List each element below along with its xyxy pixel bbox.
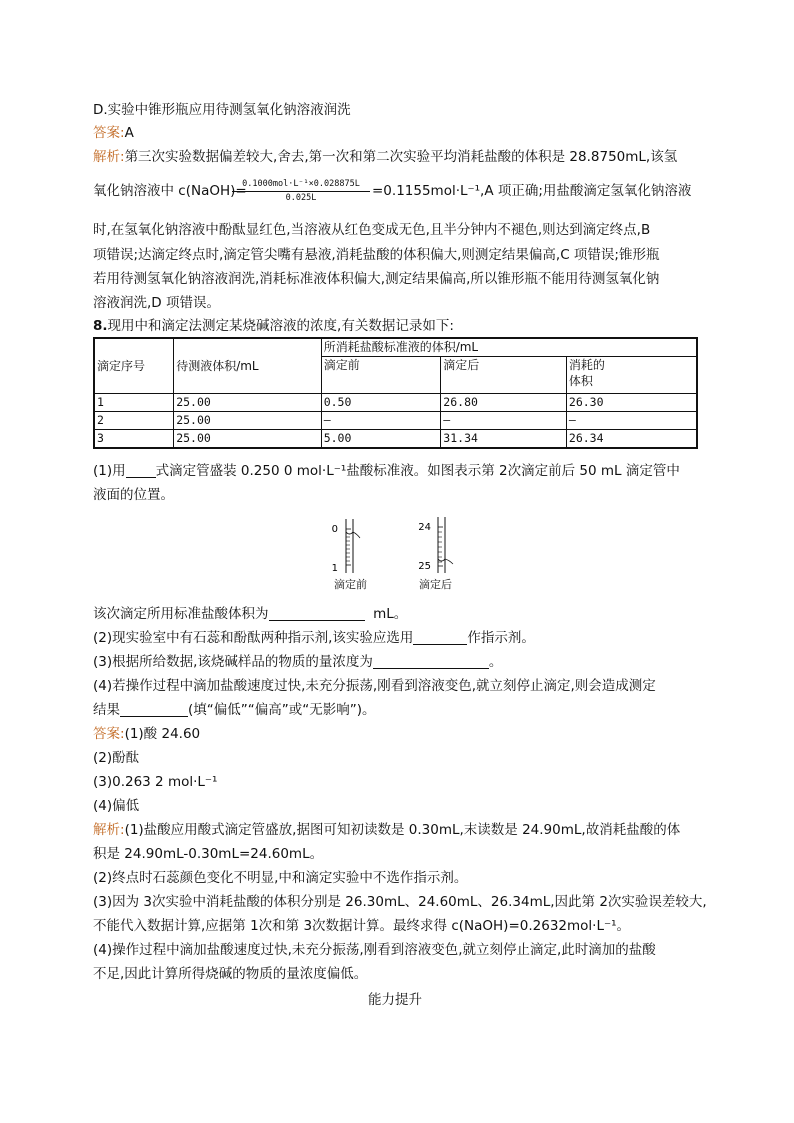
q8-sub3: (3)根据所给数据,该烧碱样品的物质的量浓度为 。 <box>93 654 503 670</box>
q7-option-d: D.实验中锥形瓶应用待测氢氧化钠溶液润洗 <box>93 102 351 118</box>
answer-blank[interactable] <box>373 654 489 669</box>
header-group: 所消耗盐酸标准液的体积/mL <box>321 338 697 357</box>
header-consumed: 消耗的 体积 <box>566 357 697 394</box>
q8-number: 8. <box>93 318 108 334</box>
header-seq: 滴定序号 <box>94 338 174 394</box>
section-heading: 能力提升 <box>368 992 422 1008</box>
header-sample: 待测液体积/mL <box>174 338 322 394</box>
fraction-numerator: 0.1000mol·L⁻¹×0.028875L <box>232 179 370 192</box>
q7-analysis-line2-suffix: =0.1155mol·L⁻¹,A 项正确;用盐酸滴定氢氧化钠溶液 <box>372 183 692 199</box>
q8-answer-3: (3)0.263 2 mol·L⁻¹ <box>93 774 218 790</box>
q8-sub2: (2)现实验室中有石蕊和酚酞两种指示剂,该实验应选用 作指示剂。 <box>93 630 535 646</box>
tick-1: 1 <box>331 563 338 574</box>
header-after: 滴定后 <box>441 357 567 394</box>
tick-0: 0 <box>331 524 338 535</box>
q8-answer-4: (4)偏低 <box>93 798 140 814</box>
q8-sub1-line3: 该次滴定所用标准盐酸体积为 mL。 <box>93 606 408 622</box>
titration-table <box>93 337 698 449</box>
answer-blank[interactable] <box>126 463 156 478</box>
table-row: 1 25.00 0.50 26.80 26.30 <box>94 394 697 412</box>
answer-blank[interactable] <box>413 630 467 645</box>
answer-blank[interactable] <box>269 606 365 621</box>
q8-answer-2: (2)酚酞 <box>93 750 140 766</box>
burette-after <box>438 517 453 573</box>
q8-analysis-3a: (3)因为 3次实验中消耗盐酸的体积分别是 26.30mL、24.60mL、26.34mL,因此第 2次实验误差较大, <box>93 894 707 910</box>
q7-analysis-line6: 溶液润洗,D 项错误。 <box>93 295 220 311</box>
q8-sub4-line1: (4)若操作过程中滴加盐酸速度过快,未充分振荡,刚看到溶液变色,就立刻停止滴定,则会造成测定 <box>93 678 656 694</box>
q7-answer <box>93 124 134 142</box>
burette-before <box>346 519 360 573</box>
q7-analysis-line2-prefix: 氧化钠溶液中 c(NaOH)= <box>93 183 247 199</box>
q7-analysis-line3: 时,在氢氧化钠溶液中酚酞显红色,当溶液从红色变成无色,且半分钟内不褪色,则达到滴定终点,B <box>93 222 651 238</box>
tick-25: 25 <box>418 561 431 572</box>
q8-answer-label: 答案: <box>93 726 125 742</box>
q8-analysis-4a: (4)操作过程中滴加盐酸速度过快,未充分振荡,刚看到溶液变色,就立刻停止滴定,此时滴加的盐酸 <box>93 942 656 958</box>
q7-analysis-line1: 解析:第三次实验数据偏差较大,舍去,第一次和第二次实验平均消耗盐酸的体积是 28.8750mL,该氢 <box>93 149 678 165</box>
caption-before: 滴定前 <box>334 578 367 591</box>
caption-after: 滴定后 <box>419 578 452 591</box>
fraction-denominator: 0.025L <box>285 193 317 203</box>
q8-analysis-label: 解析: <box>93 822 125 838</box>
table-row: 2 25.00 — — — <box>94 412 697 430</box>
q8-sub1-line2: 液面的位置。 <box>93 487 174 503</box>
q8-analysis-2: (2)终点时石蕊颜色变化不明显,中和滴定实验中不选作指示剂。 <box>93 870 468 886</box>
q8-analysis-1b: 积是 24.90mL-0.30mL=24.60mL。 <box>93 846 324 862</box>
q7-answer-value: A <box>124 125 134 141</box>
q8-sub1-line1: (1)用 式滴定管盛装 0.250 0 mol·L⁻¹盐酸标准液。如图表示第 2次滴定前后 50 mL 滴定管中 <box>93 463 680 479</box>
table-row: 3 25.00 5.00 31.34 26.34 <box>94 430 697 449</box>
q7-analysis-line5: 若用待测氢氧化钠溶液润洗,消耗标准液体积偏大,测定结果偏高,所以锥形瓶不能用待测氢氧化钠 <box>93 271 660 287</box>
tick-24: 24 <box>418 522 431 533</box>
q8-analysis-1a: 解析:(1)盐酸应用酸式滴定管盛放,据图可知初读数是 0.30mL,末读数是 24.90mL,故消耗盐酸的体 <box>93 822 681 838</box>
q8-stem: 8.现用中和滴定法测定某烧碱溶液的浓度,有关数据记录如下: <box>93 318 454 334</box>
q7-fraction <box>232 179 370 204</box>
q8-sub4-line2: 结果 (填“偏低”“偏高”或“无影响”)。 <box>93 702 376 718</box>
q7-analysis-line4: 项错误;达滴定终点时,滴定管尖嘴有悬液,消耗盐酸的体积偏大,则测定结果偏高,C 项错误;锥形瓶 <box>93 247 660 263</box>
header-before: 滴定前 <box>321 357 441 394</box>
q7-analysis-label: 解析: <box>93 149 125 165</box>
q8-analysis-4b: 不足,因此计算所得烧碱的物质的量浓度偏低。 <box>93 966 368 982</box>
q8-answer-1: 答案:(1)酸 24.60 <box>93 726 201 742</box>
answer-blank[interactable] <box>120 702 188 717</box>
q8-analysis-3b: 不能代入数据计算,应据第 1次和第 3次数据计算。最终求得 c(NaOH)=0.2632mol·L⁻¹。 <box>93 918 631 934</box>
q7-answer-label: 答案: <box>93 125 125 141</box>
